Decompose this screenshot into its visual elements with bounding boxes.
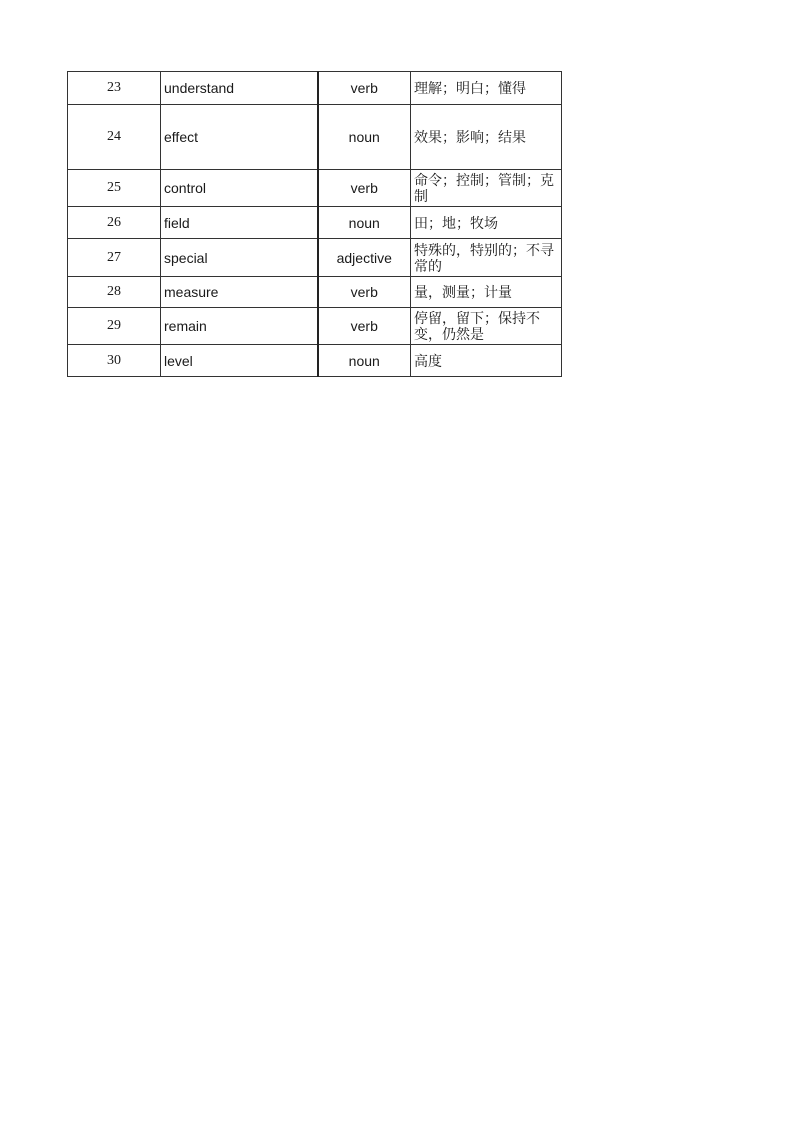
table-row bbox=[68, 308, 562, 345]
entry-word: special bbox=[161, 239, 318, 277]
entry-word: control bbox=[161, 170, 318, 207]
entry-meaning: 特殊的，特别的；不寻常的 bbox=[411, 239, 562, 277]
entry-part-of-speech: noun bbox=[318, 207, 411, 239]
entry-meaning: 停留，留下；保持不变，仍然是 bbox=[411, 308, 562, 345]
entry-number: 26 bbox=[68, 207, 161, 239]
table-row bbox=[68, 105, 562, 170]
entry-part-of-speech: noun bbox=[318, 105, 411, 170]
entry-meaning: 量，测量；计量 bbox=[411, 277, 562, 308]
entry-word: measure bbox=[161, 277, 318, 308]
entry-number: 23 bbox=[68, 72, 161, 105]
entry-word: level bbox=[161, 345, 318, 377]
table-row bbox=[68, 207, 562, 239]
table-row bbox=[68, 72, 562, 105]
entry-word: remain bbox=[161, 308, 318, 345]
entry-number: 25 bbox=[68, 170, 161, 207]
entry-part-of-speech: noun bbox=[318, 345, 411, 377]
entry-word: effect bbox=[161, 105, 318, 170]
entry-number: 28 bbox=[68, 277, 161, 308]
entry-part-of-speech: adjective bbox=[318, 239, 411, 277]
entry-meaning: 高度 bbox=[411, 345, 562, 377]
entry-meaning: 效果；影响；结果 bbox=[411, 105, 562, 170]
entry-number: 29 bbox=[68, 308, 161, 345]
vocabulary-table bbox=[67, 71, 562, 377]
entry-part-of-speech: verb bbox=[318, 170, 411, 207]
entry-meaning: 理解；明白；懂得 bbox=[411, 72, 562, 105]
table-row bbox=[68, 239, 562, 277]
entry-number: 24 bbox=[68, 105, 161, 170]
entry-part-of-speech: verb bbox=[318, 277, 411, 308]
entry-number: 27 bbox=[68, 239, 161, 277]
entry-word: understand bbox=[161, 72, 318, 105]
table-row bbox=[68, 277, 562, 308]
entry-word: field bbox=[161, 207, 318, 239]
entry-part-of-speech: verb bbox=[318, 72, 411, 105]
table-row bbox=[68, 345, 562, 377]
entry-number: 30 bbox=[68, 345, 161, 377]
entry-meaning: 田；地；牧场 bbox=[411, 207, 562, 239]
entry-meaning: 命令；控制；管制；克制 bbox=[411, 170, 562, 207]
entry-part-of-speech: verb bbox=[318, 308, 411, 345]
table-row bbox=[68, 170, 562, 207]
